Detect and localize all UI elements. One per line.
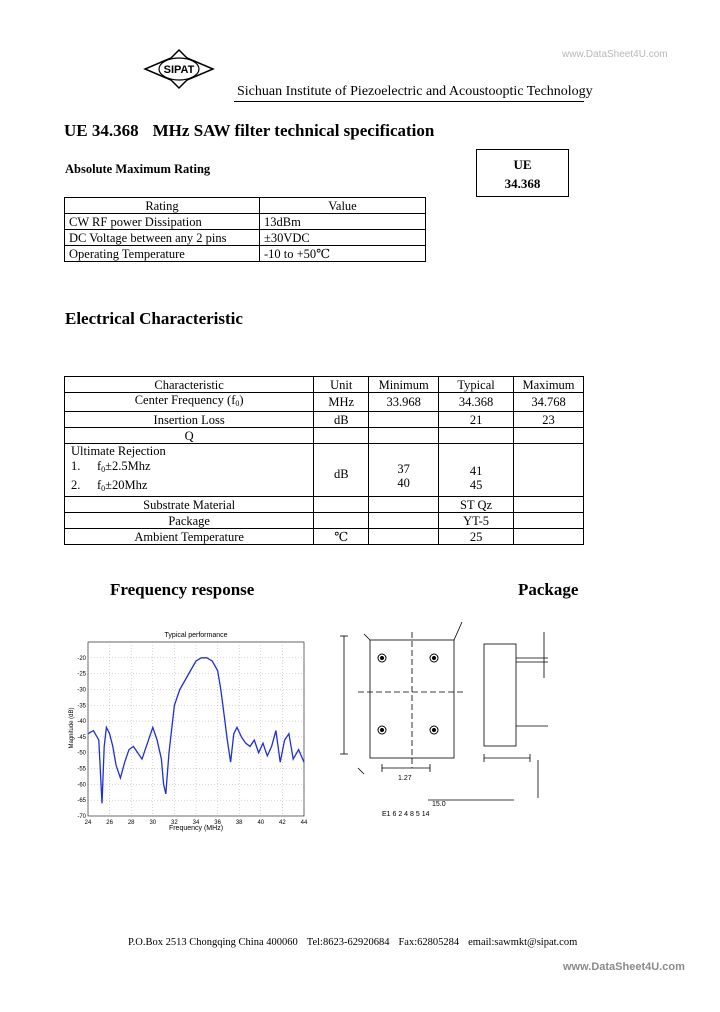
subscript: 0	[101, 484, 106, 493]
package-drawing	[334, 618, 556, 822]
header-cell: Unit	[314, 377, 369, 393]
table-cell: 13dBm	[260, 214, 426, 230]
model-box-line1: UE	[513, 157, 532, 172]
header-cell: Maximum	[514, 377, 584, 393]
pin-note: E1 6 2 4 8 5 14	[382, 811, 430, 818]
y-tick-label: -40	[77, 719, 86, 726]
table-cell: 23	[514, 412, 584, 428]
footer-email[interactable]: email:sawmkt@sipat.com	[468, 937, 578, 948]
table-cell: MHz	[314, 393, 369, 412]
y-tick-label: -50	[77, 750, 86, 757]
footer-fax: Fax:62805284	[398, 937, 460, 948]
y-tick-label: -60	[77, 782, 86, 789]
table-cell: ℃	[314, 529, 369, 545]
header-cell: Rating	[65, 198, 260, 214]
table-cell: 25	[439, 529, 514, 545]
center-freq-label: Center Frequency (f	[134, 393, 236, 407]
title-rest: MHz SAW filter technical specification	[152, 121, 435, 140]
logo-text: SIPAT	[163, 64, 195, 76]
table-cell: Package	[65, 513, 314, 529]
table-cell	[439, 444, 514, 497]
table-row	[65, 529, 584, 545]
table-cell	[369, 444, 439, 497]
table-cell: DC Voltage between any 2 pins	[65, 230, 260, 246]
table-row	[65, 377, 584, 393]
watermark-top: www.DataSheet4U.com	[562, 49, 668, 60]
chart-ylabel: Magnitude (dB)	[69, 707, 75, 749]
table-cell: 33.968	[369, 393, 439, 412]
header-cell: Minimum	[369, 377, 439, 393]
table-cell: Q	[65, 428, 314, 444]
table-row	[65, 444, 584, 497]
table-row	[65, 198, 426, 214]
table-cell: Ambient Temperature	[65, 529, 314, 545]
table-cell: dB	[314, 412, 369, 428]
table-row	[65, 214, 426, 230]
rejection-item-1	[71, 459, 309, 477]
table-cell: Insertion Loss	[65, 412, 314, 428]
rejection-item-2	[71, 478, 309, 496]
table-cell	[369, 513, 439, 529]
x-tick-label: 30	[149, 820, 157, 826]
table-cell	[514, 497, 584, 513]
electrical-heading: Electrical Characteristic	[65, 309, 243, 328]
y-tick-label: -20	[77, 655, 86, 662]
x-tick-label: 24	[84, 820, 92, 826]
item-symbol: f	[97, 478, 102, 492]
chart-title: Typical performance	[164, 632, 228, 639]
paren: )	[239, 393, 244, 407]
table-cell	[439, 428, 514, 444]
model-box	[476, 149, 569, 197]
table-row	[65, 393, 584, 412]
sipat-logo	[143, 48, 215, 90]
model-box-line2: 34.368	[504, 176, 541, 191]
chart-xlabel: Frequency (MHz)	[168, 825, 224, 832]
item-offset: ±20Mhz	[105, 478, 148, 492]
table-cell: CW RF power Dissipation	[65, 214, 260, 230]
table-cell	[314, 428, 369, 444]
table-cell: 34.368	[439, 393, 514, 412]
frequency-response-chart	[68, 628, 312, 834]
institute-name: Sichuan Institute of Piezoelectric and Acoustooptic Technology	[237, 84, 593, 99]
footer	[128, 937, 586, 948]
dimension-label-1: 15.0	[432, 801, 446, 808]
table-cell: dB	[314, 444, 369, 497]
item-number: 2.	[71, 478, 81, 492]
abs-max-heading: Absolute Maximum Rating	[65, 162, 211, 176]
table-cell	[514, 428, 584, 444]
table-cell: YT-5	[439, 513, 514, 529]
x-tick-label: 34	[192, 820, 200, 826]
y-tick-label: -65	[77, 798, 86, 805]
table-cell	[369, 412, 439, 428]
table-cell	[369, 529, 439, 545]
table-row	[65, 513, 584, 529]
x-tick-label: 26	[106, 820, 113, 826]
table-row	[65, 428, 584, 444]
table-cell: Operating Temperature	[65, 246, 260, 262]
item-symbol: f	[97, 459, 102, 473]
title-model: UE 34.368	[64, 121, 139, 140]
header-cell: Value	[260, 198, 426, 214]
x-tick-label: 44	[300, 820, 308, 826]
table-cell	[514, 529, 584, 545]
footer-tel: Tel:8623-62920684	[306, 937, 390, 948]
y-tick-label: -70	[77, 814, 86, 820]
rejection-typ-2: 45	[469, 478, 483, 492]
table-cell	[314, 513, 369, 529]
document-title	[64, 121, 434, 141]
x-tick-label: 32	[171, 820, 178, 826]
table-row	[65, 246, 426, 262]
dimension-label-2: 1.27	[398, 775, 412, 782]
rejection-min-1: 37	[397, 462, 410, 476]
y-tick-label: -25	[77, 671, 86, 678]
x-tick-label: 36	[214, 820, 221, 826]
chart-grid	[88, 642, 304, 816]
subscript: 0	[101, 465, 106, 474]
series-line-s21	[88, 658, 304, 804]
x-tick-label: 38	[235, 820, 243, 826]
x-tick-label: 40	[257, 820, 265, 826]
electrical-table	[64, 376, 584, 545]
table-cell: ST Qz	[439, 497, 514, 513]
watermark-bottom: www.DataSheet4U.com	[563, 961, 685, 973]
footer-address: P.O.Box 2513 Chongqing China 400060	[128, 937, 298, 948]
table-cell: -10 to +50℃	[260, 246, 426, 262]
table-row	[65, 497, 584, 513]
frequency-response-heading: Frequency response	[110, 580, 255, 599]
table-cell	[369, 497, 439, 513]
item-number: 1.	[71, 459, 81, 473]
table-cell	[369, 428, 439, 444]
rejection-title: Ultimate Rejection	[71, 444, 166, 458]
header-cell: Typical	[439, 377, 514, 393]
item-offset: ±2.5Mhz	[105, 459, 151, 473]
package-heading: Package	[518, 580, 579, 599]
table-cell	[514, 513, 584, 529]
table-cell: Substrate Material	[65, 497, 314, 513]
subscript: 0	[235, 399, 240, 408]
rejection-min-2: 40	[397, 476, 410, 490]
table-cell	[514, 444, 584, 497]
rejection-typ-1: 41	[469, 464, 483, 478]
table-cell: ±30VDC	[260, 230, 426, 246]
package-side-body	[484, 644, 516, 746]
header-cell: Characteristic	[65, 377, 314, 393]
table-row	[65, 412, 584, 428]
y-tick-label: -30	[77, 687, 86, 694]
y-tick-label: -55	[77, 766, 86, 773]
table-cell: 21	[439, 412, 514, 428]
header-rule	[234, 101, 584, 102]
y-tick-label: -45	[77, 734, 86, 741]
table-cell	[65, 393, 314, 412]
table-cell: 34.768	[514, 393, 584, 412]
x-tick-label: 42	[279, 820, 286, 826]
x-tick-label: 28	[127, 820, 135, 826]
abs-max-table	[64, 197, 426, 262]
rejection-cell	[65, 444, 314, 497]
y-tick-label: -35	[77, 703, 86, 710]
table-cell	[314, 497, 369, 513]
table-row	[65, 230, 426, 246]
